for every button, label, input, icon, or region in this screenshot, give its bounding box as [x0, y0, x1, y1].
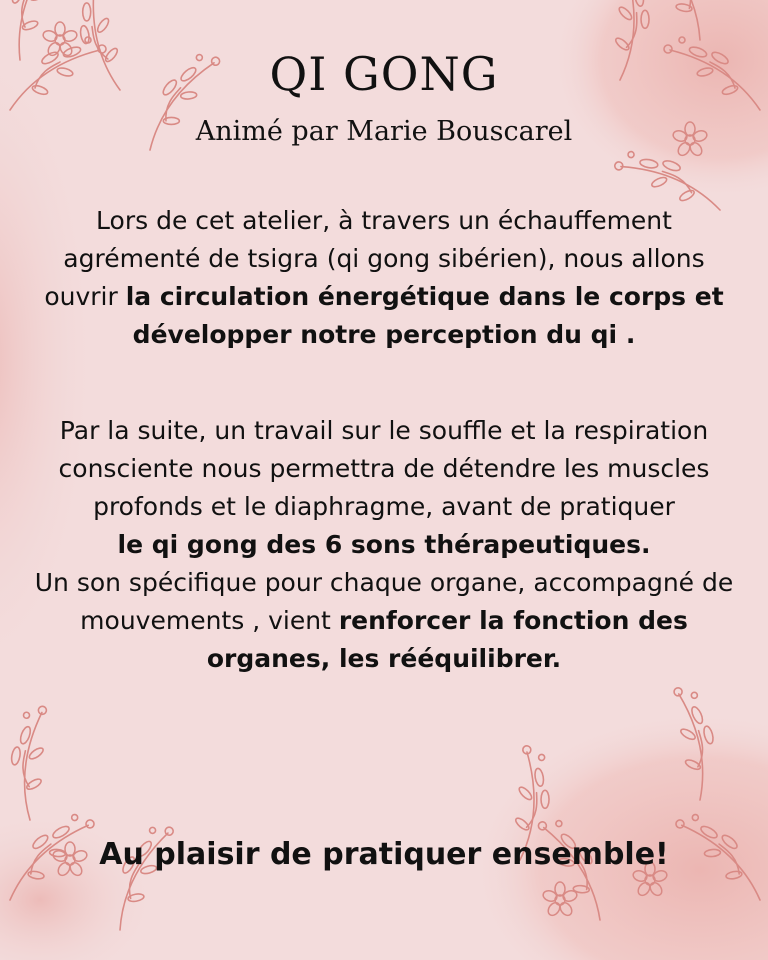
paragraph-practice-highlight-organs: renforcer la fonction des organes, les rééquilibrer.	[206, 606, 688, 673]
poster-title: QI GONG	[269, 47, 499, 101]
paragraph-practice-text: Par la suite, un travail sur le souffle et la respiration consciente nous permettra de détendre les muscles profonds et le diaphragme, avant de pratiquer	[58, 416, 710, 521]
paragraph-intro	[24, 202, 744, 354]
paragraph-practice-text-organs: Un son spécifique pour chaque organe, accompagné de mouvements , vient	[34, 568, 734, 635]
paragraph-practice	[24, 412, 744, 678]
closing-message: Au plaisir de pratiquer ensemble!	[99, 837, 669, 872]
paragraph-intro-text: Lors de cet atelier, à travers un échauffement agrémenté de tsigra (qi gong sibérien), nous allons ouvrir	[44, 206, 705, 311]
poster-subtitle: Animé par Marie Bouscarel	[195, 116, 573, 147]
paragraph-practice-highlight-sounds: le qi gong des 6 sons thérapeutiques.	[117, 530, 651, 559]
paragraph-intro-highlight: la circulation énergétique dans le corps et développer notre perception du qi .	[125, 282, 724, 349]
